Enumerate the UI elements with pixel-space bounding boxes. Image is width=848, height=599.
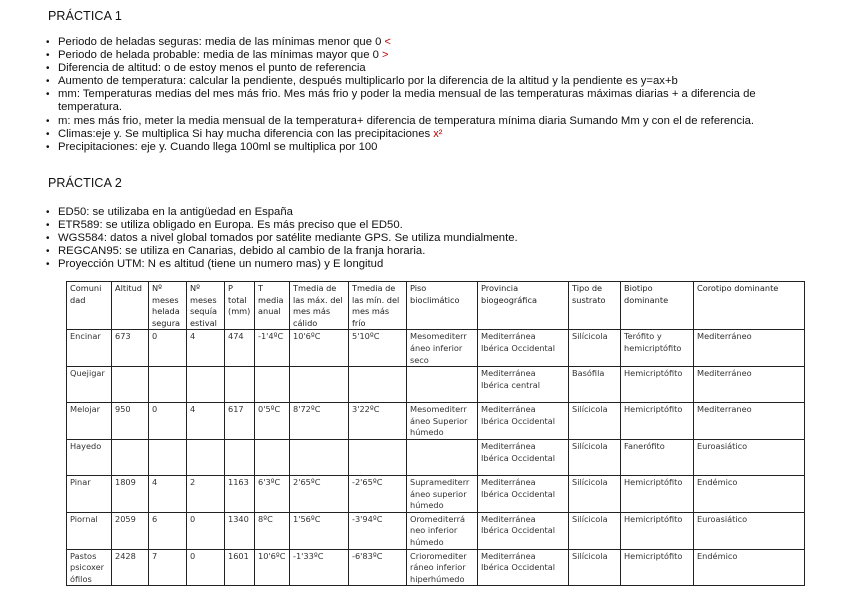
- table-row: [67, 475, 805, 512]
- table-row: [67, 367, 805, 403]
- table-cell: Mediterránea Ibérica Occidental: [478, 330, 569, 367]
- table-cell: 10'6ºC: [290, 330, 349, 367]
- bullet-item: [46, 206, 816, 219]
- table-cell: [225, 367, 255, 403]
- bullet-text: Proyección UTM: N es altitud (tiene un numero mas) y E longitud: [58, 258, 384, 271]
- table-cell: Basófila: [569, 367, 621, 403]
- table-header-cell: Tipo de sustrato: [569, 282, 621, 330]
- table-header-cell: Tmedia de las máx. del mes más cálido: [290, 282, 349, 330]
- table-cell: Pastos psicoxer ófilos: [67, 549, 112, 586]
- bullet-item: [46, 115, 816, 128]
- table-cell: [407, 439, 478, 475]
- table-cell: [112, 367, 149, 403]
- table-cell: 1340: [225, 512, 255, 549]
- table-row: [67, 330, 805, 367]
- bullet-item: [46, 258, 816, 271]
- bullet-text: ED50: se utilizaba en la antigüedad en España: [58, 206, 293, 218]
- table-header-cell: Comuni dad: [67, 282, 112, 330]
- bullet-text: Climas:eje y. Se multiplica Si hay mucha diferencia con las precipitaciones: [58, 127, 431, 140]
- bullet-item: [46, 245, 816, 258]
- table-cell: Crioromediter ráneo inferior hiperhúmedo: [407, 549, 478, 586]
- table-header-cell: Nº meses helada segura: [149, 282, 187, 330]
- table-cell: [255, 439, 290, 475]
- handwritten-mark: x²: [430, 127, 443, 140]
- table-cell: 4: [149, 475, 187, 512]
- table-cell: Mediterránea Ibérica Occidental: [478, 549, 569, 586]
- table-cell: Euroasiático: [694, 439, 805, 475]
- table-cell: 6: [149, 512, 187, 549]
- table-cell: 10'6ºC: [255, 549, 290, 586]
- table-cell: 474: [225, 330, 255, 367]
- table-cell: Piornal: [67, 512, 112, 549]
- table-cell: [149, 367, 187, 403]
- practica2-list: [46, 206, 816, 271]
- bullet-text: Aumento de temperatura: calcular la pendiente, después multiplicarlo por la diferencia de la altitud y la pendiente es y=ax+b: [58, 75, 678, 88]
- table-cell: 673: [112, 330, 149, 367]
- table-cell: [187, 367, 225, 403]
- table-cell: [407, 367, 478, 403]
- bullet-item: [46, 141, 816, 154]
- table-cell: -6'83ºC: [349, 549, 407, 586]
- table-cell: [225, 439, 255, 475]
- table-cell: Silícicola: [569, 330, 621, 367]
- table-cell: 2'65ºC: [290, 475, 349, 512]
- table-cell: Silícicola: [569, 475, 621, 512]
- table-cell: Hemicriptófito: [621, 475, 694, 512]
- table-cell: Silícicola: [569, 403, 621, 440]
- bullet-text: Diferencia de altitud: o de estoy menos el punto de referencia: [58, 62, 366, 75]
- table-cell: [290, 439, 349, 475]
- table-cell: Mediterránea Ibérica Occidental: [478, 512, 569, 549]
- table-cell: Silícicola: [569, 549, 621, 586]
- table-cell: 1'56ºC: [290, 512, 349, 549]
- table-header-cell: Nº meses sequía estival: [187, 282, 225, 330]
- practica1-list: [46, 36, 816, 154]
- table-cell: Mesomediterr áneo inferior seco: [407, 330, 478, 367]
- table-cell: 8'72ºC: [290, 403, 349, 440]
- table-cell: Hemicriptófito: [621, 549, 694, 586]
- table-cell: Pinar: [67, 475, 112, 512]
- table-cell: Oromediterrá neo inferior húmedo: [407, 512, 478, 549]
- bullet-text: Periodo de helada probable: media de las mínimas mayor que 0: [58, 49, 379, 62]
- table-cell: Endémico: [694, 475, 805, 512]
- bullet-item: [46, 62, 816, 75]
- table-cell: Silícicola: [569, 512, 621, 549]
- table-cell: -1'33ºC: [290, 549, 349, 586]
- table-cell: 617: [225, 403, 255, 440]
- table-cell: Encinar: [67, 330, 112, 367]
- bullet-text: Periodo de heladas seguras: media de las mínimas menor que 0: [58, 36, 382, 48]
- practica1-heading: PRÁCTICA 1: [48, 9, 122, 23]
- table-cell: Hemicriptófito: [621, 403, 694, 440]
- bullet-text: WGS584: datos a nivel global tomados por satélite mediante GPS. Se utiliza mundialmente.: [58, 232, 518, 245]
- table-header-cell: Altitud: [112, 282, 149, 330]
- table-cell: 2059: [112, 512, 149, 549]
- bullet-text: ETR589: se utiliza obligado en Europa. Es más preciso que el ED50.: [58, 219, 403, 232]
- table-cell: 7: [149, 549, 187, 586]
- bullet-text: REGCAN95: se utiliza en Canarias, debido al cambio de la franja horaria.: [58, 245, 426, 258]
- table-cell: 0: [187, 512, 225, 549]
- table-cell: [149, 439, 187, 475]
- table-cell: 0: [149, 403, 187, 440]
- table-cell: 8ºC: [255, 512, 290, 549]
- table-cell: 4: [187, 403, 225, 440]
- table-cell: 3'22ºC: [349, 403, 407, 440]
- table-cell: Mediterráneo: [694, 367, 805, 403]
- table-row: [67, 439, 805, 475]
- table-cell: Mesomediterr áneo Superior húmedo: [407, 403, 478, 440]
- bullet-item: [46, 128, 816, 141]
- table-header-cell: T media anual: [255, 282, 290, 330]
- table-cell: Mediterráneo: [694, 330, 805, 367]
- table-header-cell: Provincia biogeográfica: [478, 282, 569, 330]
- table-cell: Terófito y hemicriptófito: [621, 330, 694, 367]
- table-row: [67, 512, 805, 549]
- table-cell: 2: [187, 475, 225, 512]
- table-row: [67, 403, 805, 440]
- table-cell: Fanerófito: [621, 439, 694, 475]
- table-cell: Hayedo: [67, 439, 112, 475]
- table-cell: Quejigar: [67, 367, 112, 403]
- bullet-item: [46, 75, 816, 88]
- table-cell: [290, 367, 349, 403]
- handwritten-mark: >: [378, 49, 389, 62]
- bullet-text: mm: Temperaturas medias del mes más frio. Mes más frio y poder la media mensual de las temperaturas máximas diarias + a diferencia de temperatura.: [58, 88, 756, 114]
- table-cell: [112, 439, 149, 475]
- table-header-cell: Corotipo dominante: [694, 282, 805, 330]
- table-cell: Melojar: [67, 403, 112, 440]
- bullet-item: [46, 36, 816, 49]
- handwritten-mark: <: [381, 36, 391, 48]
- table-row: [67, 549, 805, 586]
- table-header-cell: Piso bioclimático: [407, 282, 478, 330]
- table-cell: -3'94ºC: [349, 512, 407, 549]
- table-cell: [255, 367, 290, 403]
- table-cell: 4: [187, 330, 225, 367]
- table-cell: Supramediterr áneo superior húmedo: [407, 475, 478, 512]
- table-header-row: [67, 282, 805, 330]
- table-cell: 2428: [112, 549, 149, 586]
- table-cell: [187, 439, 225, 475]
- table-cell: 0: [187, 549, 225, 586]
- table-cell: Hemicriptófito: [621, 512, 694, 549]
- table-cell: -2'65ºC: [349, 475, 407, 512]
- table-cell: 1163: [225, 475, 255, 512]
- table-cell: 1601: [225, 549, 255, 586]
- bullet-item: [46, 49, 816, 62]
- table-header-cell: Biotipo dominante: [621, 282, 694, 330]
- table-cell: 6'3ºC: [255, 475, 290, 512]
- practica2-heading: PRÁCTICA 2: [48, 176, 122, 190]
- bullet-text: Precipitaciones: eje y. Cuando llega 100ml se multiplica por 100: [58, 140, 378, 153]
- table-cell: 1809: [112, 475, 149, 512]
- table-cell: Hemicriptófito: [621, 367, 694, 403]
- table-cell: Silícicola: [569, 439, 621, 475]
- table-cell: Mediterránea Ibérica central: [478, 367, 569, 403]
- table-cell: Euroasiático: [694, 512, 805, 549]
- bullet-item: [46, 232, 816, 245]
- bullet-item: [46, 88, 816, 114]
- table-cell: 950: [112, 403, 149, 440]
- bullet-item: [46, 219, 816, 232]
- vegetation-table: [66, 281, 805, 586]
- table-cell: 0'5ºC: [255, 403, 290, 440]
- table-cell: Mediterránea Ibérica Occidental: [478, 475, 569, 512]
- table-cell: Mediterránea Ibérica Occidental: [478, 403, 569, 440]
- table-cell: Endémico: [694, 549, 805, 586]
- bullet-text: m: mes más frio, meter la media mensual de la temperatura+ diferencia de temperatura mínima diaria Sumando Mm y con el de referencia.: [58, 114, 755, 127]
- table-cell: 0: [149, 330, 187, 367]
- table-cell: Mediterraneo: [694, 403, 805, 440]
- table-cell: Mediterránea Ibérica Occidental: [478, 439, 569, 475]
- table-cell: -1'4ºC: [255, 330, 290, 367]
- table-cell: [349, 367, 407, 403]
- table-header-cell: P total (mm): [225, 282, 255, 330]
- table-header-cell: Tmedia de las mín. del mes más frío: [349, 282, 407, 330]
- table-cell: [349, 439, 407, 475]
- table-cell: 5'10ºC: [349, 330, 407, 367]
